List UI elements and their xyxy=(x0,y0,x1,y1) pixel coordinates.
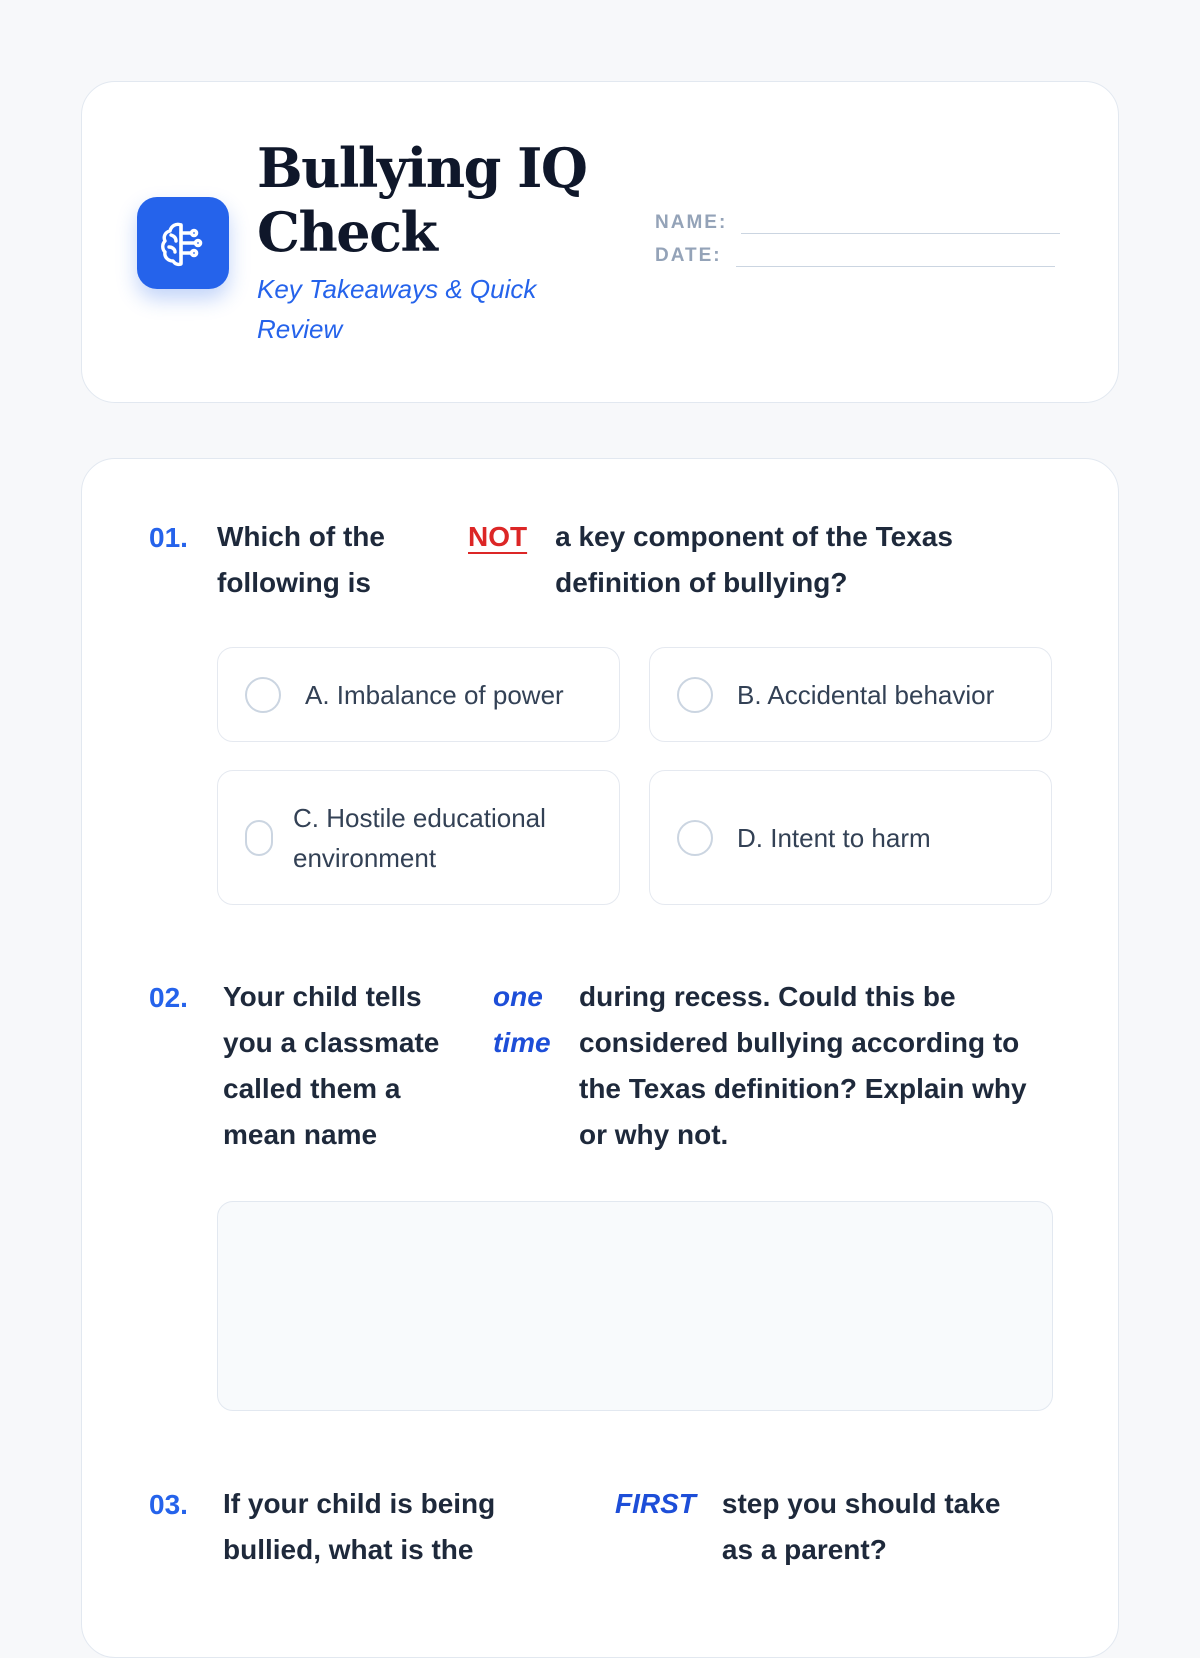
page-title: Bullying IQ Check xyxy=(257,136,587,264)
date-field[interactable] xyxy=(736,242,1055,267)
question-highlight: one time xyxy=(493,981,551,1058)
question-number: 01. xyxy=(149,522,188,553)
question-text-start: Which of the following is xyxy=(217,521,385,598)
name-row xyxy=(655,209,1060,234)
question-number: 02. xyxy=(149,982,188,1013)
option-label: B. Accidental behavior xyxy=(737,679,995,710)
name-field[interactable] xyxy=(741,209,1060,234)
radio-button[interactable] xyxy=(677,677,713,713)
question-text-end: during recess. Could this be considered bullying according to the Texas definition? Explain why or why not. xyxy=(579,981,1027,1150)
radio-button[interactable] xyxy=(677,820,713,856)
option-b[interactable] xyxy=(649,647,1052,742)
option-label: D. Intent to harm xyxy=(737,822,931,853)
question-text-end: a key component of the Texas definition of bullying? xyxy=(555,521,953,598)
question-text-end: step you should take as a parent? xyxy=(721,1488,1001,1565)
page-subtitle: Key Takeaways & Quick Review xyxy=(257,274,537,344)
quiz-card xyxy=(81,458,1119,1658)
radio-button[interactable] xyxy=(245,820,273,856)
date-row xyxy=(655,242,1055,267)
header-card xyxy=(81,81,1119,403)
question-text xyxy=(217,514,1077,606)
option-a[interactable] xyxy=(217,647,620,742)
question-highlight: NOT xyxy=(468,521,528,552)
question-text-start: If your child is being bullied, what is the xyxy=(223,1488,496,1565)
option-d[interactable] xyxy=(649,770,1052,905)
question-highlight: FIRST xyxy=(615,1488,696,1519)
name-label: NAME: xyxy=(655,212,728,233)
question-text-start: Your child tells you a classmate called them a mean name xyxy=(223,981,440,1150)
question-number: 03. xyxy=(149,1489,188,1520)
question-text xyxy=(223,974,1083,1158)
answer-textarea[interactable] xyxy=(217,1201,1053,1411)
date-label: DATE: xyxy=(655,245,722,266)
radio-button[interactable] xyxy=(245,677,281,713)
option-label: A. Imbalance of power xyxy=(305,679,564,710)
option-c[interactable] xyxy=(217,770,620,905)
brain-icon xyxy=(137,197,229,289)
option-label: C. Hostile educational environment xyxy=(293,802,546,873)
question-text xyxy=(223,1481,1083,1573)
